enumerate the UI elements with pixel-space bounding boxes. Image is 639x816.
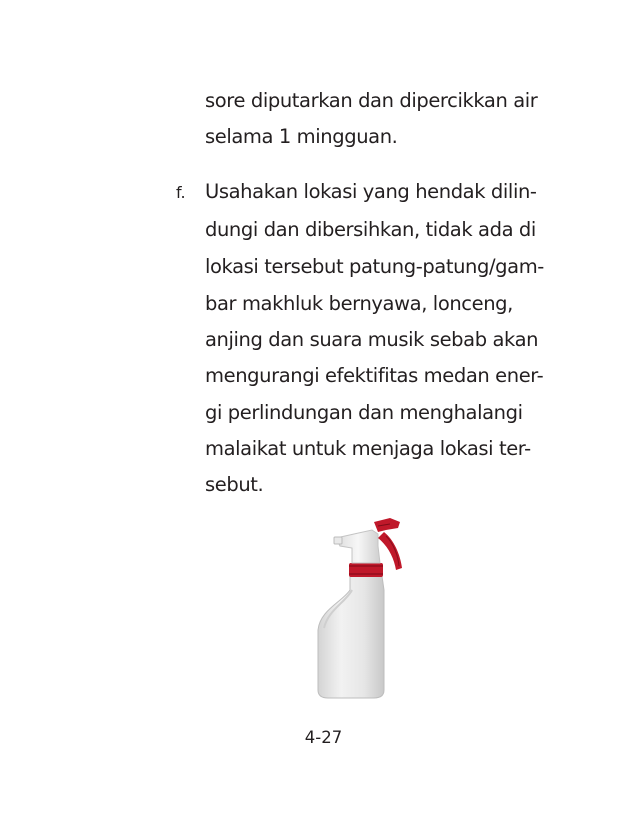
- text-line: malaikat untuk menjaga lokasi ter-: [205, 437, 531, 460]
- text-line: gi perlindungan dan menghalangi: [205, 401, 523, 424]
- text-line: lokasi tersebut patung-patung/gam-: [205, 255, 544, 278]
- text-line: sebut.: [205, 473, 264, 496]
- text-line: bar makhluk bernyawa, lonceng,: [205, 292, 513, 315]
- text-line: dungi dan dibersihkan, tidak ada di: [205, 218, 536, 241]
- text-line: anjing dan suara musik sebab akan: [205, 328, 539, 351]
- text-line: sore diputarkan dan dipercikkan air: [205, 89, 538, 112]
- sprayer-head: [336, 530, 380, 563]
- page-number: 4-27: [304, 728, 343, 747]
- spray-bottle-image: [312, 510, 412, 700]
- text-line: Usahakan lokasi yang hendak dilin-: [205, 180, 537, 203]
- list-marker: f.: [176, 183, 186, 202]
- text-line: selama 1 mingguan.: [205, 125, 398, 148]
- text-line: mengurangi efektifitas medan ener-: [205, 364, 544, 387]
- bottle-body: [318, 576, 384, 698]
